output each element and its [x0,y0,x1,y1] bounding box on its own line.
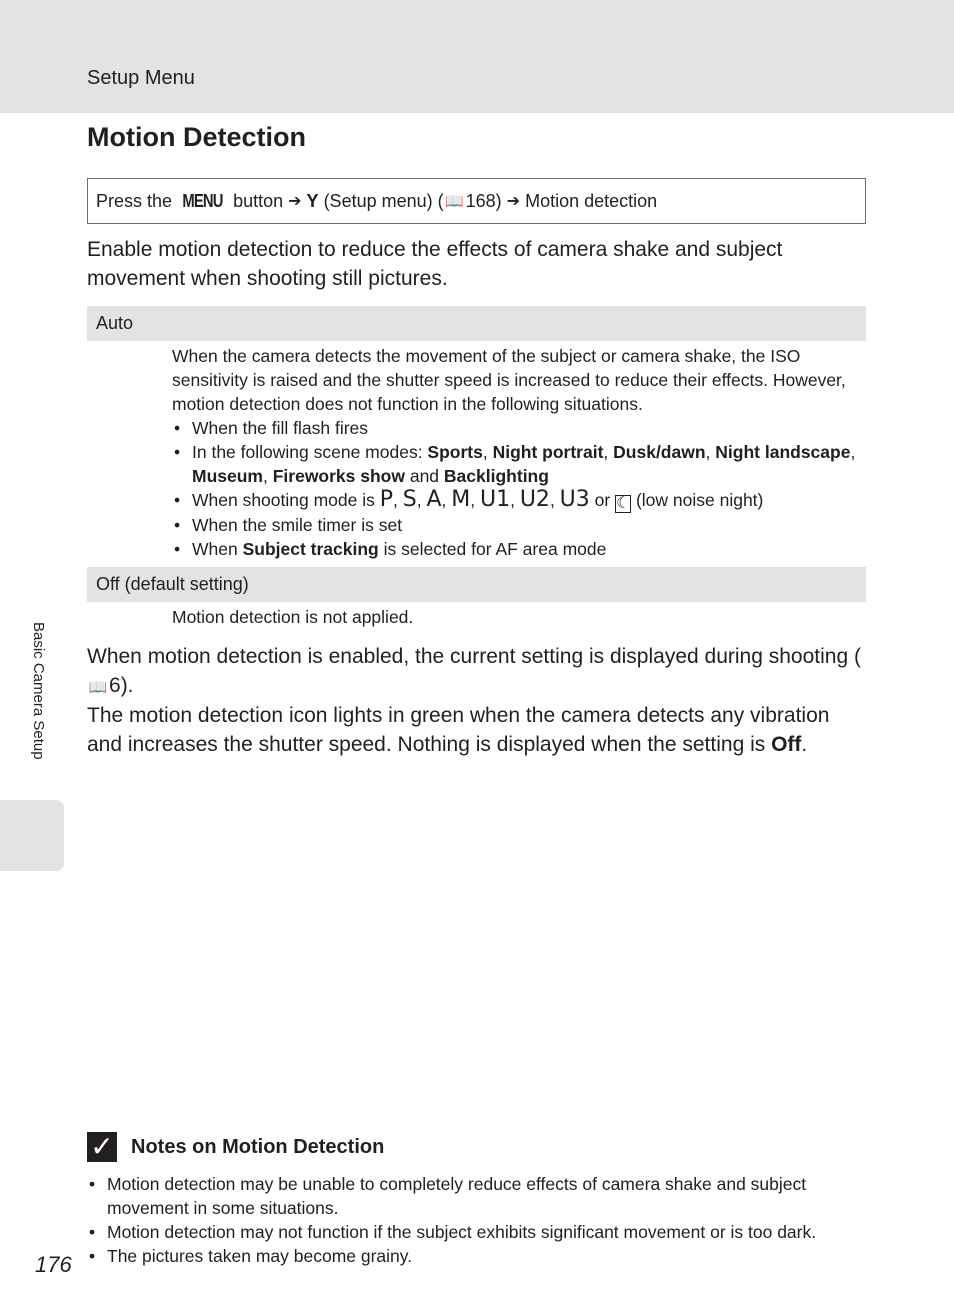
status-paragraph [87,642,867,702]
list-item: • Motion detection may be unable to completely reduce effects of camera shake and subject movement in some situations. [87,1172,867,1220]
nav-button-text: button [233,190,284,211]
book-icon: 📖 [445,193,464,210]
paragraph-text: The motion detection icon lights in green when the camera detects any vibration and increases the shutter speed. Nothing is displayed when the setting is [87,704,830,756]
wrench-icon: Y [306,190,319,211]
setting-name: Off [771,733,802,756]
paragraph-text: When motion detection is enabled, the current setting is displayed during shooting ( [87,645,861,668]
scene-mode: Dusk/dawn [613,442,706,462]
list-item: • The pictures taken may become grainy. [87,1244,867,1268]
scene-mode: Backlighting [443,466,549,486]
mode-u3-icon: U3 [559,487,590,512]
menu-button-icon: MENU [182,190,223,211]
auto-description: When the camera detects the movement of the subject or camera shake, the ISO sensitivity is raised and the shutter speed is increased to reduce their effects. However, motion detection does not function in the following situations. [172,346,846,414]
scene-mode: Fireworks show [272,466,405,486]
option-auto-header: Auto [87,306,866,341]
separator: or [589,490,616,510]
list-item: • When shooting mode is P, S, A, M, U1, U2, U3 or ☾ (low noise night) [172,488,862,513]
page-number: 176 [35,1252,72,1277]
intro-paragraph: Enable motion detection to reduce the effects of camera shake and subject movement when shooting still pictures. [87,238,783,290]
separator: , [603,442,614,462]
paragraph-text: ). [120,674,134,697]
low-noise-night-icon: ☾ [616,495,631,512]
bullet-text: When the smile timer is set [192,515,403,535]
list-item: • Motion detection may not function if the subject exhibits significant movement or is too dark. [87,1220,867,1244]
mode-s-icon: S [402,487,417,512]
separator: , [482,442,493,462]
notes-list [87,1172,867,1268]
separator: , [262,466,273,486]
mode-a-icon: A [426,487,442,512]
option-off-header: Off (default setting) [87,567,866,602]
auto-exceptions-list [172,416,862,561]
scene-mode: Night landscape [715,442,851,462]
section-title: Setup Menu [87,67,195,89]
bullet-text: When [192,539,243,559]
nav-destination: Motion detection [525,190,658,211]
bullet-text: When shooting mode is [192,490,380,510]
nav-press-text: Press the [96,190,173,211]
scene-mode: Sports [427,442,483,462]
mode-m-icon: M [451,487,471,512]
list-item [172,440,862,488]
nav-close-paren: ) [495,190,502,211]
bullet-text: is selected for AF area mode [378,539,607,559]
separator: , [850,442,856,462]
header-band [0,0,954,113]
af-mode-name: Subject tracking [242,539,379,559]
icon-paragraph [87,701,867,759]
book-icon: 📖 [88,679,108,696]
bullet-text: (low noise night) [631,490,764,510]
bullet-text: In the following scene modes: [192,442,428,462]
navigation-path-box [87,178,866,224]
side-chapter-tab [0,800,64,871]
scene-mode: Museum [192,466,263,486]
list-item [172,513,862,537]
checkmark-icon: ✓ [87,1132,117,1162]
notes-title: Notes on Motion Detection [131,1136,385,1158]
list-item [172,537,862,561]
nav-ref-page: 168 [465,190,496,211]
arrow-right-icon: ➔ [288,193,302,210]
page-reference: 6 [109,674,121,697]
bullet-text: When the fill flash fires [192,418,369,438]
page-title: Motion Detection [87,122,306,152]
list-item [172,416,862,440]
mode-p-icon: P [379,487,394,512]
nav-setup-menu-text: (Setup menu) ( [323,190,444,211]
arrow-right-icon: ➔ [506,193,521,210]
side-chapter-label: Basic Camera Setup [30,622,47,760]
mode-u1-icon: U1 [479,487,511,512]
scene-mode: Night portrait [492,442,604,462]
separator: and [404,466,444,486]
separator: , [705,442,716,462]
option-off-body: Motion detection is not applied. [172,607,414,627]
paragraph-text: . [801,733,808,756]
mode-u2-icon: U2 [519,487,550,512]
option-auto-body [172,344,862,561]
